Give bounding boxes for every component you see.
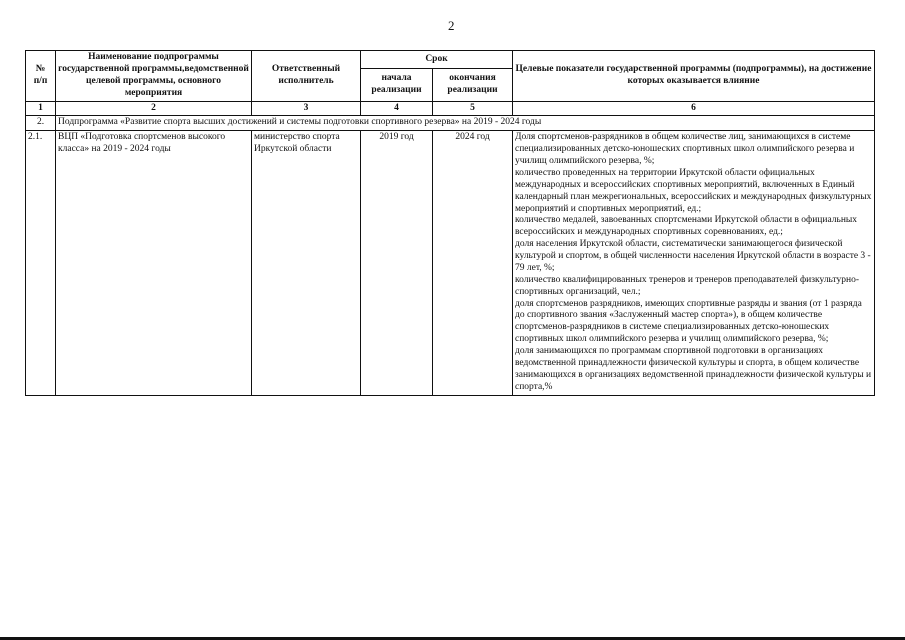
- header-term-start: начала реализации: [361, 69, 433, 101]
- column-number: 2: [56, 101, 252, 116]
- row-executor: министерство спорта Иркутской области: [252, 131, 361, 395]
- indicator-item: доля населения Иркутской области, систематически занимающегося физической культурой и спортом, в общей численности населения Иркутской области в возрасте 3 - 79 лет, %;: [515, 239, 871, 273]
- subprogram-num: 2.: [26, 116, 56, 131]
- row-start: 2019 год: [361, 131, 433, 395]
- column-number: 1: [26, 101, 56, 116]
- indicator-item: количество проведенных на территории Иркутской области официальных международных и всероссийских спортивных мероприятий, включенных в Единый календарный план межрегиональных, всероссийских и международных физкультурных мероприятий и спортивных мероприятий, ед.;: [515, 167, 872, 214]
- column-number: 4: [361, 101, 433, 116]
- header-num: № п/п: [26, 51, 56, 102]
- row-end: 2024 год: [433, 131, 513, 395]
- indicator-item: доля занимающихся по программам спортивной подготовки в организациях ведомственной принадлежности физической культуры и спорта, в общем количестве занимающихся в организациях ведомственной принадлежности физической культуры и спорта,%: [515, 346, 872, 392]
- indicator-item: количество квалифицированных тренеров и тренеров преподавателей физкультурно-спортивных организаций, чел.;: [515, 274, 860, 297]
- page-number: 2: [448, 18, 455, 33]
- column-number: 6: [513, 101, 875, 116]
- row-num: 2.1.: [26, 131, 56, 395]
- column-number: 3: [252, 101, 361, 116]
- column-number: 5: [433, 101, 513, 116]
- header-name: Наименование подпрограммы государственной программы,ведомственной целевой программы, основного мероприятия: [56, 51, 252, 102]
- row-indicators: [513, 131, 875, 395]
- row-name: ВЦП «Подготовка спортсменов высокого класса» на 2019 - 2024 годы: [56, 131, 252, 395]
- program-table: [25, 50, 875, 396]
- subprogram-title: Подпрограмма «Развитие спорта высших достижений и системы подготовки спортивного резерва» на 2019 - 2024 годы: [56, 116, 875, 131]
- header-targets: Целевые показатели государственной программы (подпрограммы), на достижение которых оказывается влияние: [513, 51, 875, 102]
- header-term: Срок: [361, 51, 513, 69]
- indicator-item: количество медалей, завоеванных спортсменами Иркутской области в официальных всероссийских и международных спортивных соревнованиях, ед.;: [515, 215, 858, 238]
- header-term-end: окончания реализации: [433, 69, 513, 101]
- indicator-item: доля спортсменов разрядников, имеющих спортивные разряды и звания (от 1 разряда до спортивного звания «Заслуженный мастер спорта»), в общем количестве спортсменов-разрядников в системе специализированных детско-юношеских спортивных школ олимпийского резерва и училищ олимпийского резерва, %;: [515, 298, 862, 345]
- table-row: [26, 131, 875, 395]
- indicator-item: Доля спортсменов-разрядников в общем количестве лиц, занимающихся в системе специализированных детско-юношеских спортивных школ олимпийского резерва и училищ олимпийского резерва, %;: [515, 132, 855, 166]
- header-executor: Ответственный исполнитель: [252, 51, 361, 102]
